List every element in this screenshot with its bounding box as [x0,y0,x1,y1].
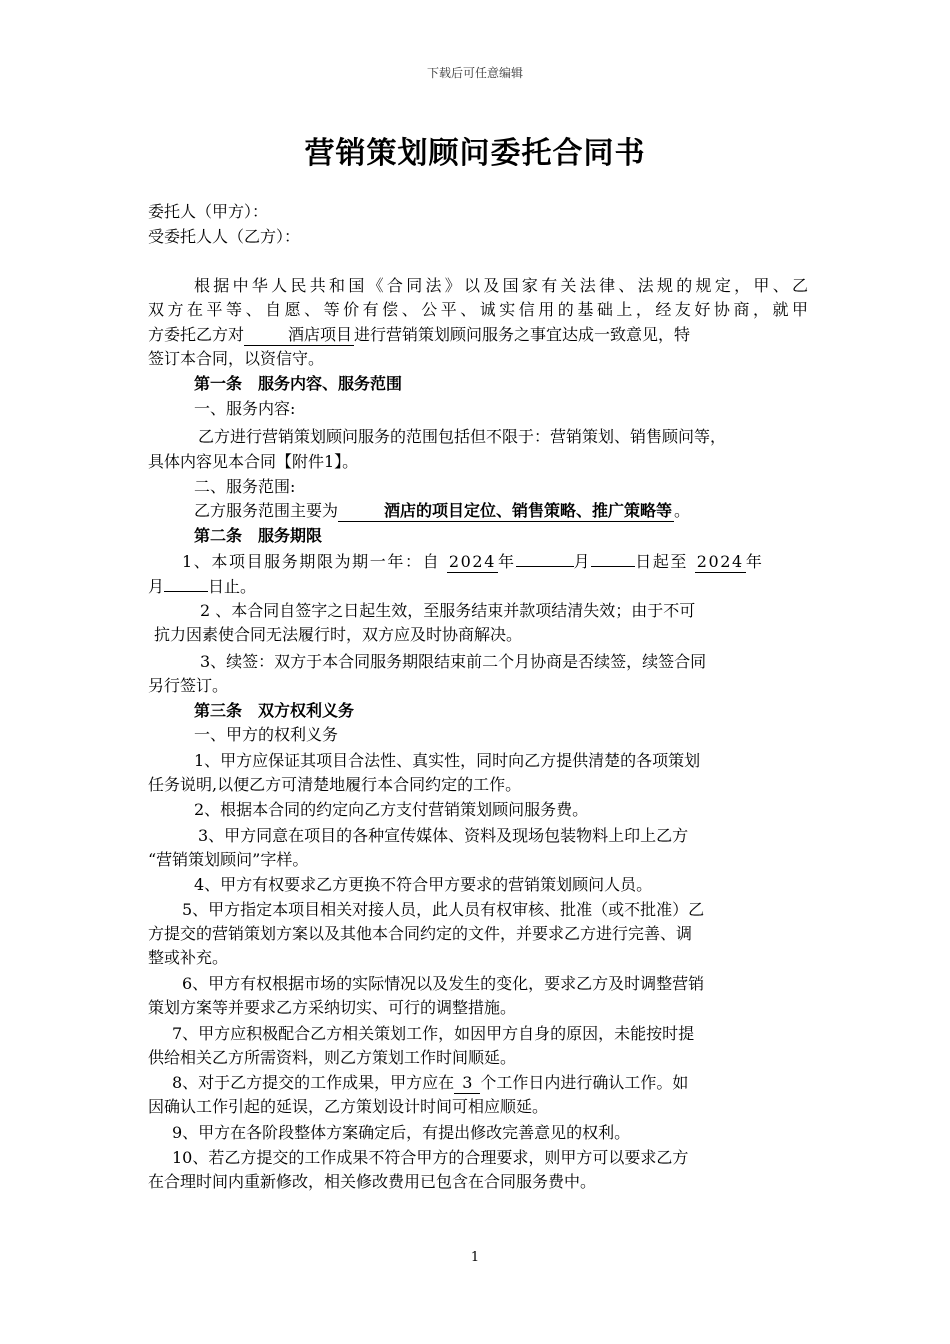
project-name-field: 酒店项目 [244,325,354,346]
obligation-9: 9、甲方在各阶段整体方案确定后，有提出修改完善意见的权利。 [172,1123,631,1142]
article-1-text: 乙方进行营销策划顾问服务的范围包括但不限于：营销策划、销售顾问等， [198,427,727,446]
term-line-4: 抗力因素使合同无法履行时，双方应及时协商解决。 [154,625,523,644]
obligation-5-line-1: 5、甲方指定本项目相关对接人员，此人员有权审核、批准（或不批准）乙 [182,900,705,919]
service-scope-field: 酒店的项目定位、销售策略、推广策略等 [338,501,674,522]
term-text: 日起至 [635,552,689,571]
start-month-blank [516,548,574,567]
start-year-field: 2024 [448,552,496,571]
obligation-7-line-2: 供给相关乙方所需资料，则乙方策划工作时间顺延。 [148,1048,517,1067]
party-b-line: 受委托人人（乙方）： [148,227,301,246]
term-text: 月 [148,577,165,596]
preamble-line-4: 签订本合同，以资信守。 [148,349,325,368]
scope-text: 。 [674,501,691,520]
preamble-line-3 [148,323,690,347]
term-text: 月 [573,552,592,571]
obligation-1-line-1: 1、甲方应保证其项目合法性、真实性，同时向乙方提供清楚的各项策划 [194,751,701,770]
term-line-1 [182,548,763,572]
article-1-sub-2: 二、服务范围: [194,477,296,496]
term-line-6: 另行签订。 [148,676,229,695]
end-day-blank [164,573,208,592]
preamble-line-2: 双方在平等、自愿、等价有偿、公平、诚实信用的基础上，经友好协商，就甲 [148,300,808,319]
obligation-4: 4、甲方有权要求乙方更换不符合甲方要求的营销策划顾问人员。 [194,875,653,894]
article-3-sub-1: 一、甲方的权利义务 [194,725,339,744]
article-1-scope-line [194,499,690,523]
obligation-8-line-1 [172,1071,688,1095]
end-year-field: 2024 [696,552,744,571]
term-text: 日止。 [208,577,257,596]
obligation-6-line-2: 策划方案等并要求乙方采纳切实、可行的调整措施。 [148,998,517,1017]
party-a-line: 委托人（甲方）： [148,202,269,221]
obligation-6-line-1: 6、甲方有权根据市场的实际情况以及发生的变化，要求乙方及时调整营销 [182,974,705,993]
obligation-10-line-1: 10、若乙方提交的工作成果不符合甲方的合理要求，则甲方可以要求乙方 [172,1148,689,1167]
obligation-8-line-2: 因确认工作引起的延误，乙方策划设计时间可相应顺延。 [148,1097,549,1116]
term-text: 1、本项目服务期限为期一年：自 [182,552,441,571]
article-1-sub-1: 一、服务内容: [194,399,296,418]
term-line-3: 2 、本合同自签字之日起生效，至服务结束并款项结清失效；由于不可 [200,601,696,620]
article-1-heading: 第一条 服务内容、服务范围 [194,374,403,393]
obligation-1-line-2: 任务说明,以便乙方可清楚地履行本合同约定的工作。 [148,775,522,794]
term-line-5: 3、续签：双方于本合同服务期限结束前二个月协商是否续签，续签合同 [200,652,707,671]
article-2-heading: 第二条 服务期限 [194,526,323,545]
obligation-5-line-3: 整或补充。 [148,948,229,967]
obligation-5-line-2: 方提交的营销策划方案以及其他本合同约定的文件，并要求乙方进行完善、调 [148,924,693,943]
term-line-2 [148,573,256,597]
term-text: 年 [498,552,516,571]
obligation-7-line-1: 7、甲方应积极配合乙方相关策划工作，如因甲方自身的原因，未能按时提 [172,1024,695,1043]
term-text: 年 [745,552,764,571]
obligation-text: 个工作日内进行确认工作。如 [480,1073,689,1092]
preamble-line-1: 根据中华人民共和国《合同法》以及国家有关法律、法规的规定，甲、乙 [194,276,808,295]
obligation-3-line-1: 3、甲方同意在项目的各种宣传媒体、资料及现场包装物料上印上乙方 [198,826,689,845]
preamble-text: 方委托乙方对 [148,325,245,344]
page-number: 1 [470,1250,480,1265]
obligation-text: 8、对于乙方提交的工作成果，甲方应在 [172,1073,455,1092]
article-1-text: 具体内容见本合同【附件1】。 [148,452,359,471]
article-3-heading: 第三条 双方权利义务 [194,701,355,720]
obligation-2: 2、根据本合同的约定向乙方支付营销策划顾问服务费。 [194,800,589,819]
document-title: 营销策划顾问委托合同书 [304,136,646,171]
start-day-blank [591,548,635,567]
header-note: 下载后可任意编辑 [426,66,523,80]
obligation-3-line-2: “营销策划顾问”字样。 [148,850,309,869]
preamble-text: 进行营销策划顾问服务之事宜达成一致意见，特 [354,325,691,344]
scope-text: 乙方服务范围主要为 [194,501,339,520]
confirmation-days-field: 3 [454,1073,480,1094]
obligation-10-line-2: 在合理时间内重新修改，相关修改费用已包含在合同服务费中。 [148,1172,597,1191]
